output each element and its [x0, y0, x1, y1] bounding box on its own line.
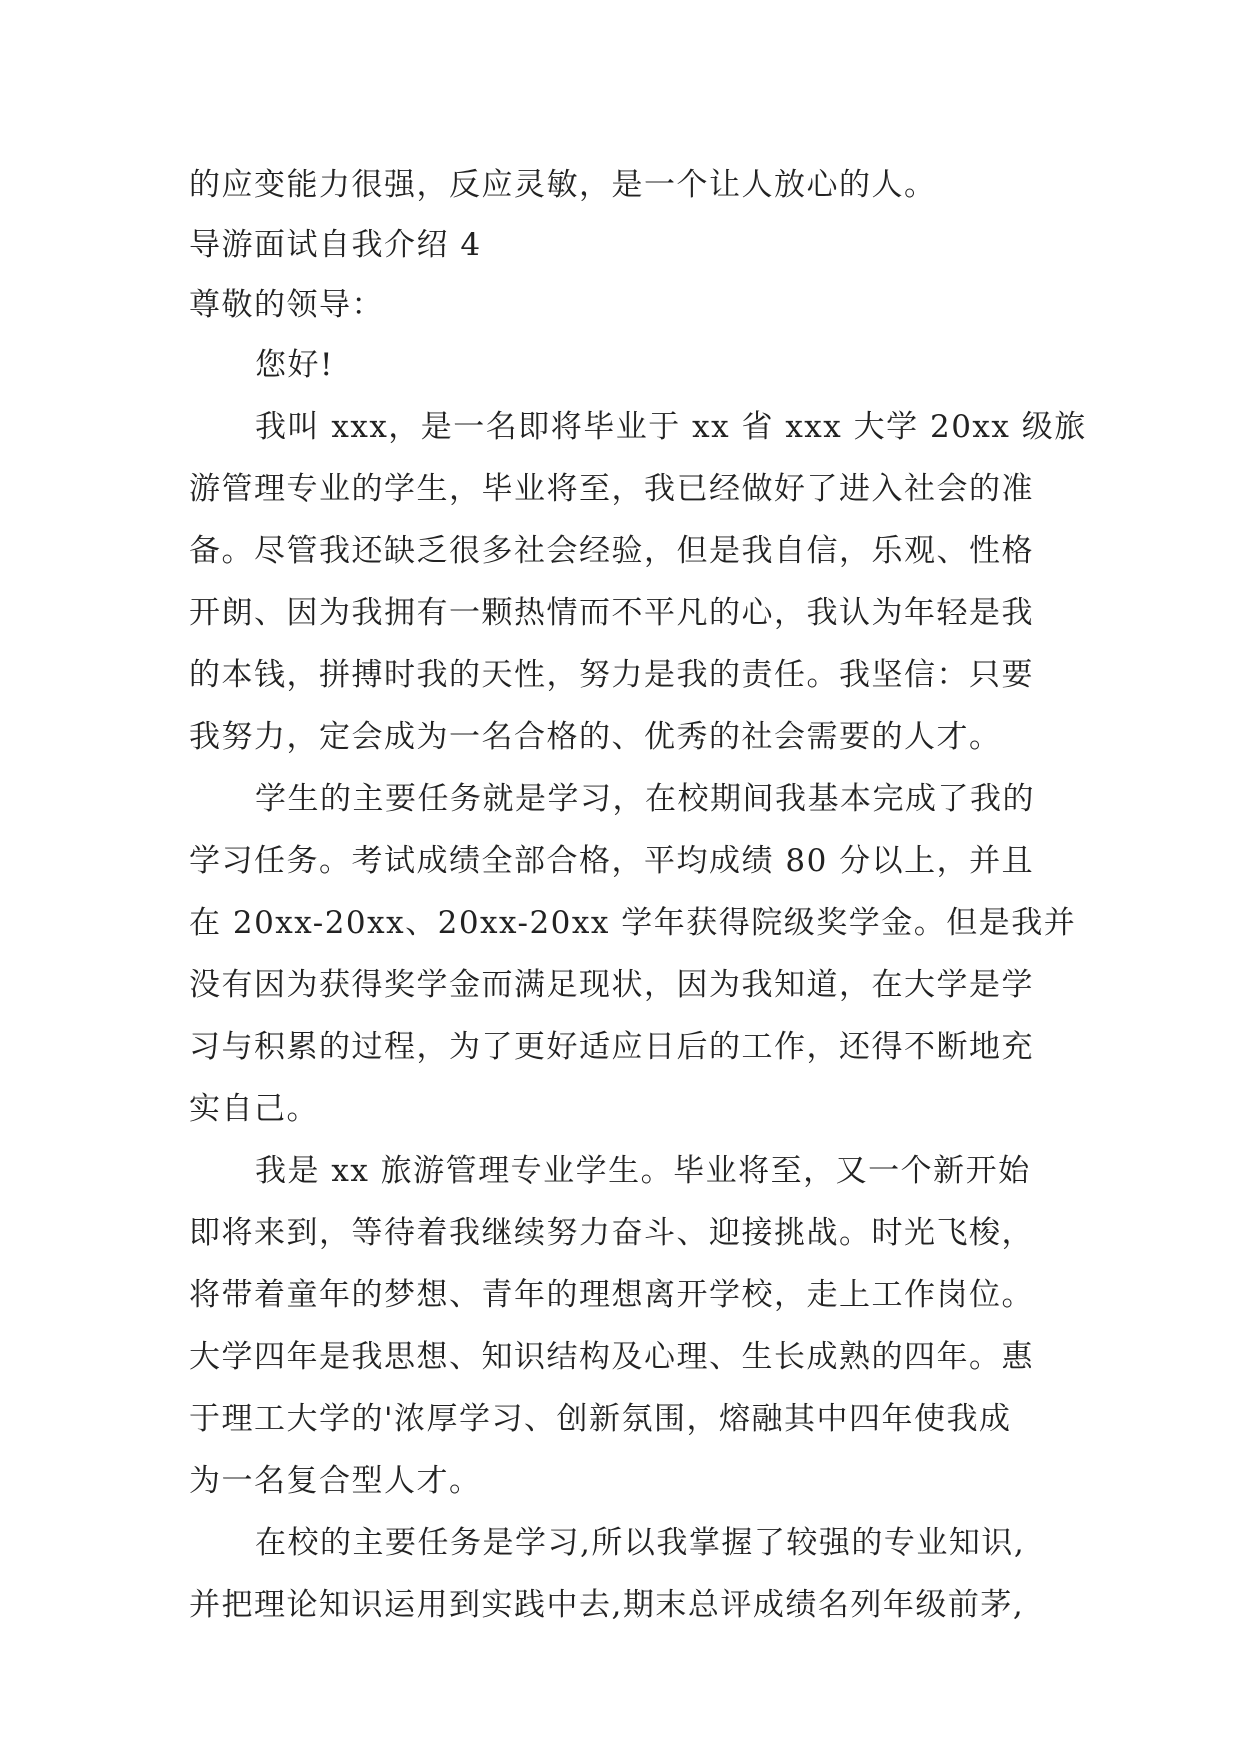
section-heading: 导游面试自我介绍 4 [189, 227, 482, 263]
text-line: 在校的主要任务是学习,所以我掌握了较强的专业知识, [255, 1525, 1026, 1561]
text-line: 实自己。 [189, 1091, 319, 1127]
text-line: 将带着童年的梦想、青年的理想离开学校，走上工作岗位。 [189, 1277, 1034, 1313]
text-line: 学习任务。考试成绩全部合格，平均成绩 80 分以上，并且 [189, 843, 1035, 879]
text-line: 即将来到，等待着我继续努力奋斗、迎接挑战。时光飞梭， [189, 1215, 1034, 1251]
text-line: 备。尽管我还缺乏很多社会经验，但是我自信，乐观、性格 [189, 533, 1034, 569]
text-line: 游管理专业的学生，毕业将至，我已经做好了进入社会的准 [189, 471, 1034, 507]
text-line: 的应变能力很强，反应灵敏，是一个让人放心的人。 [189, 167, 937, 203]
text-line: 我努力，定会成为一名合格的、优秀的社会需要的人才。 [189, 719, 1002, 755]
text-line: 大学四年是我思想、知识结构及心理、生长成熟的四年。惠 [189, 1339, 1034, 1375]
text-line: 在 20xx-20xx、20xx-20xx 学年获得院级奖学金。但是我并 [189, 905, 1077, 941]
text-line: 于理工大学的'浓厚学习、创新氛围，熔融其中四年使我成 [189, 1401, 1012, 1437]
text-line: 没有因为获得奖学金而满足现状，因为我知道，在大学是学 [189, 967, 1034, 1003]
text-line: 我是 xx 旅游管理专业学生。毕业将至，又一个新开始 [255, 1153, 1031, 1189]
greeting: 您好! [255, 347, 334, 383]
text-line: 开朗、因为我拥有一颗热情而不平凡的心，我认为年轻是我 [189, 595, 1034, 631]
text-line: 并把理论知识运用到实践中去,期末总评成绩名列年级前茅, [189, 1587, 1025, 1623]
text-line: 学生的主要任务就是学习，在校期间我基本完成了我的 [255, 781, 1035, 817]
text-line: 为一名复合型人才。 [189, 1463, 482, 1499]
salutation: 尊敬的领导： [189, 287, 384, 323]
text-line: 的本钱，拼搏时我的天性，努力是我的责任。我坚信：只要 [189, 657, 1034, 693]
text-line: 我叫 xxx，是一名即将毕业于 xx 省 xxx 大学 20xx 级旅 [255, 409, 1087, 445]
text-line: 习与积累的过程，为了更好适应日后的工作，还得不断地充 [189, 1029, 1034, 1065]
